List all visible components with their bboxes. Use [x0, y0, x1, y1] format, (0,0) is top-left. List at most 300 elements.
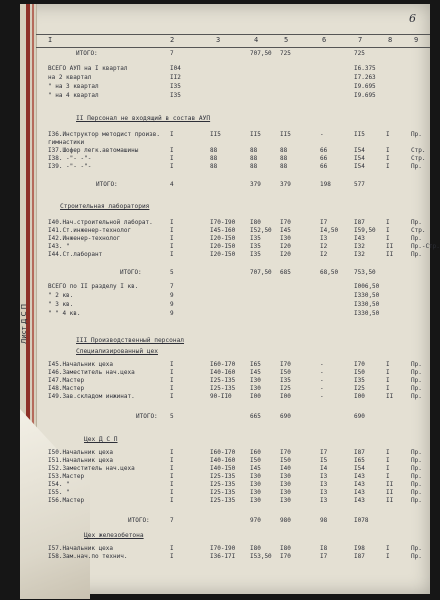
cell-c7: I54 — [354, 163, 365, 170]
cell-c6: I7 — [320, 449, 328, 456]
row-label: I38. -"- -"- — [48, 155, 92, 162]
cell-c8: II — [386, 497, 394, 504]
cell-c7: I43 — [354, 473, 365, 480]
cell-c3: I20-I50 — [210, 251, 236, 258]
cell-c9: Пр. — [411, 393, 422, 400]
cell-c7: I54 — [354, 465, 365, 472]
table-row — [36, 268, 430, 277]
cell-c3: 88 — [210, 147, 218, 154]
table-row — [36, 91, 430, 100]
cell-c7: I98 — [354, 545, 365, 552]
cell-c7: II5 — [354, 131, 365, 138]
cell-c2: I — [170, 251, 174, 258]
row-label: I36.Инструктор методист произв. — [48, 131, 160, 138]
cell-c2: I — [170, 465, 174, 472]
cell-c8: II — [386, 393, 394, 400]
cell-c6: I5 — [320, 457, 328, 464]
row-label: I41.Ст.инженер-технолог — [48, 227, 132, 234]
cell-c7: I50 — [354, 369, 365, 376]
cell-c7: I9.695 — [354, 83, 376, 90]
cell-c5: I00 — [280, 393, 291, 400]
cell-c2: I — [170, 147, 174, 154]
table-row — [36, 552, 430, 561]
cell-c8: I — [386, 473, 390, 480]
cell-c4: I80 — [250, 545, 261, 552]
cell-c9: Пр. — [411, 449, 422, 456]
cell-c4: I35 — [250, 243, 261, 250]
table-row — [36, 82, 430, 91]
binding-label: Лист Д С П — [20, 304, 28, 345]
cell-c7: 577 — [354, 181, 365, 188]
cell-c7: I25 — [354, 385, 365, 392]
cell-c2: I — [170, 489, 174, 496]
cell-c5: I45 — [280, 227, 291, 234]
cell-c7: I43 — [354, 489, 365, 496]
cell-c2: I35 — [170, 83, 181, 90]
cell-c7: I078 — [354, 517, 369, 524]
cell-c6: - — [320, 131, 324, 138]
cell-c9: Пр. — [411, 369, 422, 376]
cell-c7: I43 — [354, 497, 365, 504]
row-label: на 2 квартал — [48, 74, 92, 81]
cell-c2: I — [170, 155, 174, 162]
cell-c2: I — [170, 385, 174, 392]
cell-c7: I00 — [354, 393, 365, 400]
cell-c5: I80 — [280, 545, 291, 552]
column-header: 3 — [216, 36, 221, 44]
column-header: 2 — [170, 36, 175, 44]
cell-c7: I7.263 — [354, 74, 376, 81]
column-header: 6 — [322, 36, 327, 44]
cell-c3: I20-I50 — [210, 243, 236, 250]
row-label: " на 4 квартал — [48, 92, 99, 99]
cell-c5: I70 — [280, 361, 291, 368]
cell-c7: I9.695 — [354, 92, 376, 99]
cell-c4: I50 — [250, 457, 261, 464]
cell-c5: I30 — [280, 481, 291, 488]
row-label: ВСЕГО АУП на I квартал — [48, 65, 128, 72]
cell-c9: Стр. — [411, 155, 426, 162]
row-label: I43. " — [48, 243, 70, 250]
cell-c5: 690 — [280, 413, 291, 420]
cell-c8: I — [386, 449, 390, 456]
cell-c3: I40-I60 — [210, 369, 236, 376]
cell-c7: I330,50 — [354, 292, 380, 299]
table-row — [36, 309, 430, 318]
cell-c5: 379 — [280, 181, 291, 188]
cell-c9: Пр. — [411, 251, 422, 258]
cell-c8: II — [386, 489, 394, 496]
cell-c4: I35 — [250, 235, 261, 242]
cell-c6: I7 — [320, 219, 328, 226]
cell-c4: 88 — [250, 163, 258, 170]
cell-c3: I70-I90 — [210, 545, 236, 552]
cell-c2: 9 — [170, 301, 174, 308]
red-binding-line — [32, 4, 34, 444]
cell-c5: I35 — [280, 377, 291, 384]
cell-c2: I — [170, 235, 174, 242]
cell-c7: I32 — [354, 251, 365, 258]
cell-c5: 685 — [280, 269, 291, 276]
row-label: I42.Инженер-технолог — [48, 235, 121, 242]
cell-c7: I330,50 — [354, 301, 380, 308]
cell-c9: Пр. — [411, 497, 422, 504]
cell-c9: Пр. — [411, 465, 422, 472]
cell-c4: 88 — [250, 147, 258, 154]
cell-c4: 970 — [250, 517, 261, 524]
row-label: " на 3 квартал — [48, 83, 99, 90]
table-row — [36, 516, 430, 525]
row-label: ИТОГО: — [120, 269, 142, 276]
cell-c9: Пр. — [411, 489, 422, 496]
column-header: 4 — [254, 36, 259, 44]
cell-c6: 68,50 — [320, 269, 339, 276]
cell-c5: I20 — [280, 243, 291, 250]
cell-c6: I4 — [320, 465, 328, 472]
table-row — [36, 180, 430, 189]
cell-c3: I45-I60 — [210, 227, 236, 234]
table-row — [36, 496, 430, 505]
cell-c2: I — [170, 219, 174, 226]
cell-c4: I00 — [250, 393, 261, 400]
cell-c4: I30 — [250, 385, 261, 392]
cell-c3: I25-I35 — [210, 385, 236, 392]
cell-c6: I8 — [320, 545, 328, 552]
cell-c6: I7 — [320, 553, 328, 560]
cell-c8: I — [386, 361, 390, 368]
cell-c9: Пр. — [411, 545, 422, 552]
cell-c3: I25-I35 — [210, 377, 236, 384]
cell-c2: I — [170, 361, 174, 368]
cell-c5: I25 — [280, 385, 291, 392]
table-row — [36, 300, 430, 309]
cell-c6: - — [320, 361, 324, 368]
table-row — [36, 73, 430, 82]
cell-c8: I — [386, 457, 390, 464]
cell-c9: Пр. — [411, 473, 422, 480]
row-label: I48.Мастер — [48, 385, 85, 392]
cell-c2: I — [170, 449, 174, 456]
cell-c6: I3 — [320, 473, 328, 480]
cell-c9: Пр. — [411, 377, 422, 384]
cell-c2: I — [170, 473, 174, 480]
cell-c4: 707,50 — [250, 50, 272, 57]
cell-c7: I87 — [354, 553, 365, 560]
cell-c5: I30 — [280, 473, 291, 480]
cell-c2: I — [170, 457, 174, 464]
cell-c4: I60 — [250, 449, 261, 456]
row-label: I52.Заместитель нач.цеха — [48, 465, 135, 472]
cell-c2: I — [170, 131, 174, 138]
cell-c9: Стр. — [411, 147, 426, 154]
cell-c2: I — [170, 393, 174, 400]
cell-c6: I3 — [320, 497, 328, 504]
cell-c5: 88 — [280, 147, 288, 154]
cell-c5: II5 — [280, 131, 291, 138]
column-header-row — [36, 34, 430, 48]
cell-c4: I35 — [250, 251, 261, 258]
table-row — [36, 49, 430, 58]
cell-c4: I52,50 — [250, 227, 272, 234]
cell-c2: I — [170, 377, 174, 384]
cell-c6: - — [320, 393, 324, 400]
cell-c2: I — [170, 243, 174, 250]
cell-c2: I — [170, 227, 174, 234]
cell-c2: 7 — [170, 50, 174, 57]
cell-c8: II — [386, 481, 394, 488]
cell-c4: I30 — [250, 377, 261, 384]
section-title-2: II Персонал не входящий в состав АУП — [76, 115, 211, 122]
row-label: I46.Заместитель нач.цеха — [48, 369, 135, 376]
cell-c2: 4 — [170, 181, 174, 188]
cell-c3: II5 — [210, 131, 221, 138]
row-label: I50.Начальник цеха — [48, 449, 114, 456]
cell-c8: I — [386, 377, 390, 384]
cell-c2: I — [170, 163, 174, 170]
cell-c3: I40-I50 — [210, 465, 236, 472]
row-label: I45.Начальник цеха — [48, 361, 114, 368]
cell-c2: I — [170, 497, 174, 504]
column-header: 5 — [284, 36, 289, 44]
row-label: I51.Начальник цеха — [48, 457, 114, 464]
section-title-4: III Производственный персонал — [76, 337, 185, 344]
cell-c2: I — [170, 369, 174, 376]
row-label: I53.Мастер — [48, 473, 85, 480]
section-title-5: Цех Д С П — [84, 436, 118, 443]
cell-c6: I3 — [320, 489, 328, 496]
cell-c8: I — [386, 227, 390, 234]
cell-c3: I60-I70 — [210, 449, 236, 456]
cell-c7: I87 — [354, 449, 365, 456]
row-label: I57.Начальник цеха — [48, 545, 114, 552]
cell-c2: 7 — [170, 517, 174, 524]
cell-c6: 66 — [320, 163, 328, 170]
cell-c4: 665 — [250, 413, 261, 420]
cell-c6: I2 — [320, 251, 328, 258]
cell-c4: I65 — [250, 361, 261, 368]
cell-c5: I30 — [280, 497, 291, 504]
cell-c7: 753,50 — [354, 269, 376, 276]
cell-c6: I4,50 — [320, 227, 339, 234]
column-header: 9 — [414, 36, 419, 44]
row-label: I56.Мастер — [48, 497, 85, 504]
cell-c3: 88 — [210, 163, 218, 170]
cell-c4: 379 — [250, 181, 261, 188]
table-row — [36, 412, 430, 421]
cell-c8: I — [386, 131, 390, 138]
row-label: I40.Нач.строительной лаборат. — [48, 219, 153, 226]
cell-c3: I25-I35 — [210, 481, 236, 488]
cell-c2: I — [170, 553, 174, 560]
cell-c4: I30 — [250, 481, 261, 488]
cell-c8: I — [386, 219, 390, 226]
cell-c7: I70 — [354, 361, 365, 368]
cell-c7: I35 — [354, 377, 365, 384]
table-row — [36, 392, 430, 401]
section-subtitle-4: Специализированный цех — [76, 348, 158, 355]
cell-c6: 198 — [320, 181, 331, 188]
row-label: " " 4 кв. — [48, 310, 81, 317]
cell-c6: 66 — [320, 155, 328, 162]
cell-c7: I6.375 — [354, 65, 376, 72]
cell-c5: I70 — [280, 449, 291, 456]
cell-c9: Пр. — [411, 235, 422, 242]
cell-c8: I — [386, 369, 390, 376]
section-title-6: Цех железобетона — [84, 532, 144, 539]
cell-c7: I43 — [354, 481, 365, 488]
row-label: гимнастики — [48, 139, 85, 146]
cell-c7: I54 — [354, 155, 365, 162]
cell-c7: I43 — [354, 235, 365, 242]
row-label: " 2 кв. — [48, 292, 74, 299]
document-page — [20, 4, 440, 594]
cell-c4: 88 — [250, 155, 258, 162]
cell-c5: I50 — [280, 457, 291, 464]
table-row — [36, 64, 430, 73]
cell-c3: 90-II0 — [210, 393, 232, 400]
cell-c2: 5 — [170, 413, 174, 420]
cell-c5: I50 — [280, 369, 291, 376]
cell-c9: Пр. — [411, 131, 422, 138]
cell-c3: I20-I50 — [210, 235, 236, 242]
cell-c2: I04 — [170, 65, 181, 72]
table-row — [36, 162, 430, 171]
cell-c6: I3 — [320, 481, 328, 488]
column-header: 7 — [358, 36, 363, 44]
row-label: ВСЕГО по II разделу I кв. — [48, 283, 139, 290]
cell-c3: 88 — [210, 155, 218, 162]
cell-c5: 725 — [280, 50, 291, 57]
row-label: ИТОГО: — [128, 517, 150, 524]
cell-c5: I70 — [280, 553, 291, 560]
row-label: I49.Зав.складом инжинат. — [48, 393, 135, 400]
row-label: ИТОГО: — [96, 181, 118, 188]
row-label: ИТОГО: — [136, 413, 158, 420]
cell-c2: I35 — [170, 92, 181, 99]
cell-c2: I — [170, 481, 174, 488]
cell-c4: I80 — [250, 219, 261, 226]
cell-c7: I54 — [354, 147, 365, 154]
cell-c5: I30 — [280, 489, 291, 496]
cell-c9: Пр. — [411, 457, 422, 464]
cell-c8: I — [386, 235, 390, 242]
cell-c4: I53,50 — [250, 553, 272, 560]
cell-c6: I2 — [320, 243, 328, 250]
cell-c2: I — [170, 545, 174, 552]
cell-c4: I45 — [250, 465, 261, 472]
cell-c7: I330,50 — [354, 310, 380, 317]
cell-c4: I30 — [250, 489, 261, 496]
cell-c9: Пр. — [411, 361, 422, 368]
cell-c2: 9 — [170, 292, 174, 299]
column-header: 8 — [388, 36, 393, 44]
row-label: I44.Ст.лаборант — [48, 251, 103, 258]
cell-c7: I87 — [354, 219, 365, 226]
cell-c5: I20 — [280, 251, 291, 258]
cell-c8: II — [386, 243, 394, 250]
cell-c6: I3 — [320, 235, 328, 242]
cell-c4: 707,50 — [250, 269, 272, 276]
cell-c7: I65 — [354, 457, 365, 464]
cell-c7: I59,50 — [354, 227, 376, 234]
row-label: I37.Шофер легк.автомашины — [48, 147, 139, 154]
cell-c7: 690 — [354, 413, 365, 420]
cell-c8: I — [386, 385, 390, 392]
column-header: I — [48, 36, 53, 44]
cell-c5: I30 — [280, 235, 291, 242]
cell-c8: I — [386, 545, 390, 552]
cell-c4: II5 — [250, 131, 261, 138]
cell-c6: - — [320, 369, 324, 376]
cell-c6: 98 — [320, 517, 328, 524]
cell-c9: Пр. — [411, 219, 422, 226]
cell-c3: I40-I60 — [210, 457, 236, 464]
cell-c5: 980 — [280, 517, 291, 524]
cell-c5: 88 — [280, 163, 288, 170]
table-row — [36, 250, 430, 259]
table-row — [36, 291, 430, 300]
cell-c8: I — [386, 147, 390, 154]
red-binding-band — [26, 4, 30, 444]
table-row — [36, 282, 430, 291]
cell-c3: I25-I35 — [210, 473, 236, 480]
cell-c8: I — [386, 465, 390, 472]
cell-c7: I32 — [354, 243, 365, 250]
cell-c9: Пр. — [411, 553, 422, 560]
row-label: I39. -"- -"- — [48, 163, 92, 170]
cell-c9: Пр. — [411, 163, 422, 170]
cell-c8: I — [386, 163, 390, 170]
cell-c8: II — [386, 251, 394, 258]
cell-c2: 9 — [170, 310, 174, 317]
cell-c8: I — [386, 155, 390, 162]
cell-c5: I70 — [280, 219, 291, 226]
cell-c3: I70-I90 — [210, 219, 236, 226]
row-label: I58.Зам.нач.по технич. — [48, 553, 128, 560]
cell-c3: I36-I7I — [210, 553, 236, 560]
row-label: I47.Мастер — [48, 377, 85, 384]
cell-c5: 88 — [280, 155, 288, 162]
cell-c4: I45 — [250, 369, 261, 376]
cell-c7: I006,50 — [354, 283, 380, 290]
cell-c9: Стр. — [411, 227, 426, 234]
cell-c5: I40 — [280, 465, 291, 472]
page-number: 6 — [409, 12, 416, 25]
cell-c3: I25-I35 — [210, 497, 236, 504]
cell-c6: - — [320, 377, 324, 384]
cell-c4: I30 — [250, 473, 261, 480]
cell-c6: 66 — [320, 147, 328, 154]
binding-strip — [20, 4, 37, 444]
row-label: I54. " — [48, 481, 70, 488]
cell-c4: I30 — [250, 497, 261, 504]
cell-c7: 725 — [354, 50, 365, 57]
row-label: " 3 кв. — [48, 301, 74, 308]
row-label: ИТОГО: — [76, 50, 98, 57]
cell-c9: Пр. — [411, 385, 422, 392]
row-label: I55. " — [48, 489, 70, 496]
cell-c9: Пр.-Стр. — [411, 243, 440, 250]
cell-c8: I — [386, 553, 390, 560]
section-title-3: Строительная лаборатория — [60, 203, 150, 210]
cell-c3: I60-I70 — [210, 361, 236, 368]
cell-c2: 7 — [170, 283, 174, 290]
cell-c6: - — [320, 385, 324, 392]
cell-c2: II2 — [170, 74, 181, 81]
cell-c3: I25-I35 — [210, 489, 236, 496]
cell-c9: Пр. — [411, 481, 422, 488]
cell-c2: 5 — [170, 269, 174, 276]
